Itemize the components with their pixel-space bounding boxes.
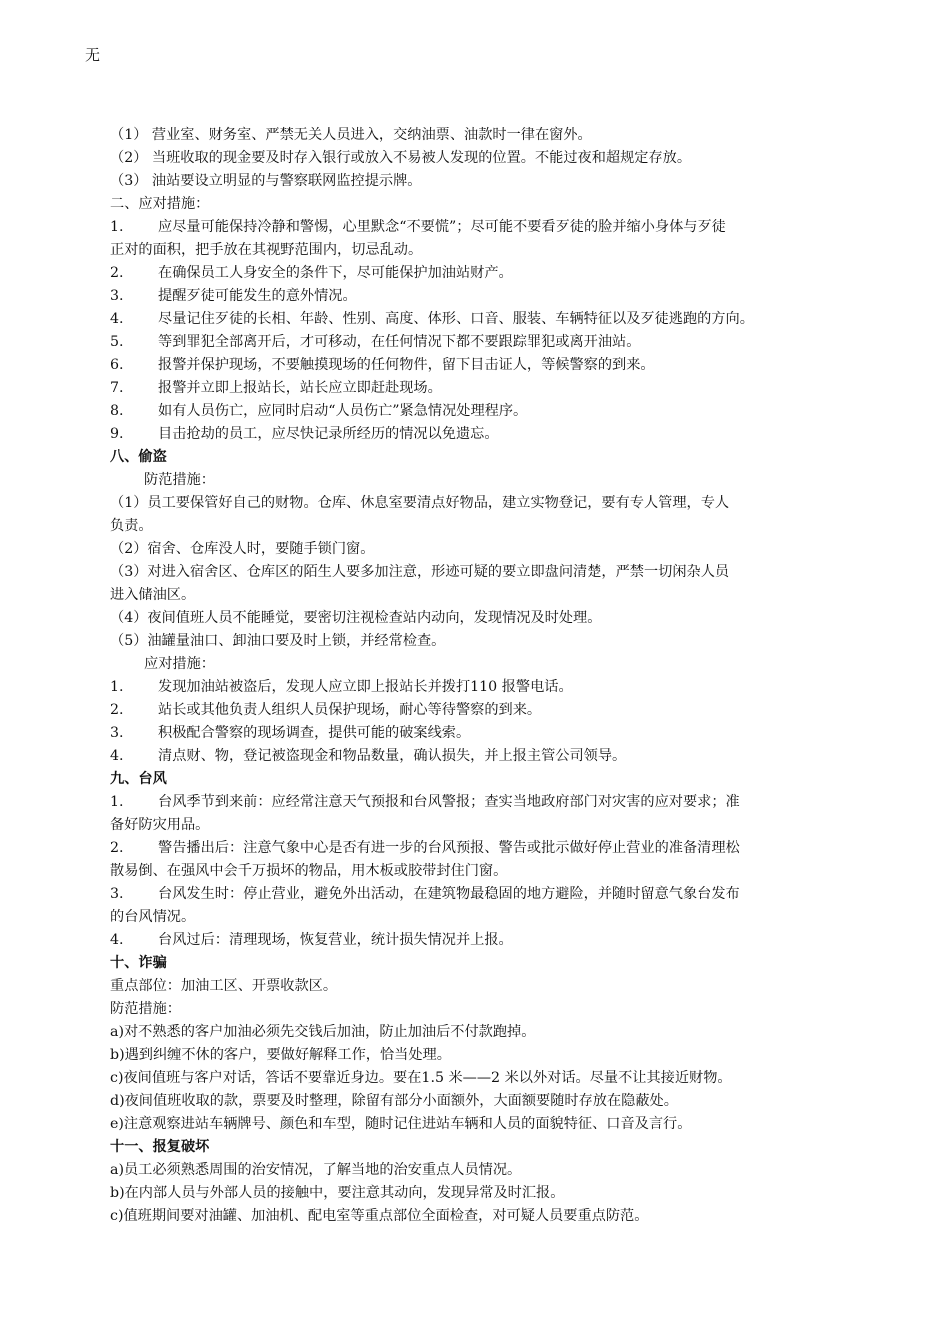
text-line <box>110 883 854 906</box>
line-text: 尽量记住歹徒的长相、年龄、性别、高度、体形、口音、服装、车辆特征以及歹徒逃跑的方向。 <box>158 311 754 327</box>
list-number: 4. <box>110 748 124 764</box>
text-line <box>110 1182 854 1205</box>
list-number: 9. <box>110 426 124 442</box>
line-text: 十、诈骗 <box>110 955 167 971</box>
line-text: 台风季节到来前：应经常注意天气预报和台风警报；查实当地政府部门对灾害的应对要求；准 <box>158 794 740 810</box>
list-number: 1. <box>110 679 124 695</box>
line-text: 等到罪犯全部离开后，才可移动，在任何情况下都不要跟踪罪犯或离开油站。 <box>158 334 641 350</box>
text-line <box>110 515 854 538</box>
text-line <box>110 216 854 239</box>
list-number: 2. <box>110 265 124 281</box>
list-number: 3. <box>110 288 124 304</box>
page-header: 无 <box>85 46 101 64</box>
text-line <box>110 722 854 745</box>
line-text: b)遇到纠缠不休的客户，要做好解释工作，恰当处理。 <box>110 1047 451 1063</box>
list-number: 1. <box>110 219 124 235</box>
line-text: a)对不熟悉的客户加油必须先交钱后加油，防止加油后不付款跑掉。 <box>110 1024 536 1040</box>
text-line <box>110 699 854 722</box>
line-text: a)员工必须熟悉周围的治安情况，了解当地的治安重点人员情况。 <box>110 1162 522 1178</box>
line-text: 重点部位：加油工区、开票收款区。 <box>110 978 338 994</box>
text-line <box>110 147 854 170</box>
line-text: 防范措施： <box>110 1001 181 1017</box>
line-text: 的台风情况。 <box>110 909 196 925</box>
line-text: 进入储油区。 <box>110 587 196 603</box>
line-text: 负责。 <box>110 518 153 534</box>
text-line <box>110 1067 854 1090</box>
text-line <box>110 285 854 308</box>
text-line <box>110 377 854 400</box>
line-text: 在确保员工人身安全的条件下，尽可能保护加油站财产。 <box>158 265 513 281</box>
text-line <box>110 538 854 561</box>
list-number: 3. <box>110 886 124 902</box>
line-text: c)值班期间要对油罐、加油机、配电室等重点部位全面检查，对可疑人员要重点防范。 <box>110 1208 649 1224</box>
text-line <box>110 239 854 262</box>
section-heading <box>110 768 854 791</box>
line-text: （5）油罐量油口、卸油口要及时上锁，并经常检查。 <box>110 633 446 649</box>
text-line <box>110 607 854 630</box>
list-number: 1. <box>110 794 124 810</box>
text-line <box>110 745 854 768</box>
line-text: 目击抢劫的员工，应尽快记录所经历的情况以免遗忘。 <box>158 426 499 442</box>
line-text: （1）员工要保管好自己的财物。仓库、休息室要清点好物品，建立实物登记，要有专人管理，专人 <box>110 495 730 511</box>
line-text: （1） 营业室、财务室、严禁无关人员进入，交纳油票、油款时一律在窗外。 <box>110 127 592 143</box>
line-text: 台风过后：清理现场，恢复营业，统计损失情况并上报。 <box>158 932 513 948</box>
text-line <box>110 561 854 584</box>
text-line <box>110 1090 854 1113</box>
line-text: 报警并保护现场，不要触摸现场的任何物件，留下目击证人，等候警察的到来。 <box>158 357 655 373</box>
text-line <box>110 308 854 331</box>
text-line <box>110 975 854 998</box>
text-line <box>110 676 854 699</box>
line-text: 正对的面积，把手放在其视野范围内，切忌乱动。 <box>110 242 423 258</box>
line-text: 站长或其他负责人组织人员保护现场，耐心等待警察的到来。 <box>158 702 542 718</box>
list-number: 8. <box>110 403 124 419</box>
text-line <box>110 492 854 515</box>
line-text: 九、台风 <box>110 771 167 787</box>
text-line <box>110 1021 854 1044</box>
line-text: 应对措施： <box>144 656 215 672</box>
text-line <box>110 860 854 883</box>
line-text: 发现加油站被盗后，发现人应立即上报站长并拨打110 报警电话。 <box>158 679 573 695</box>
text-line <box>110 1205 854 1228</box>
section-heading <box>110 1136 854 1159</box>
text-line <box>110 469 854 492</box>
line-text: 台风发生时：停止营业，避免外出活动，在建筑物最稳固的地方避险，并随时留意气象台发布 <box>158 886 740 902</box>
text-line <box>110 929 854 952</box>
line-text: d)夜间值班收取的款，票要及时整理，除留有部分小面额外，大面额要随时存放在隐蔽处。 <box>110 1093 678 1109</box>
text-line <box>110 423 854 446</box>
text-line <box>110 791 854 814</box>
line-text: 八、偷盗 <box>110 449 167 465</box>
line-text: 提醒歹徒可能发生的意外情况。 <box>158 288 357 304</box>
line-text: 如有人员伤亡，应同时启动“人员伤亡”紧急情况处理程序。 <box>158 403 528 419</box>
list-number: 2. <box>110 840 124 856</box>
line-text: （2） 当班收取的现金要及时存入银行或放入不易被人发现的位置。不能过夜和超规定存放。 <box>110 150 692 166</box>
text-line <box>110 998 854 1021</box>
text-line <box>110 630 854 653</box>
line-text: c)夜间值班与客户对话，答话不要靠近身边。要在1.5 米——2 米以外对话。尽量不让其接近财物。 <box>110 1070 732 1086</box>
line-text: 防范措施： <box>144 472 215 488</box>
list-number: 2. <box>110 702 124 718</box>
line-text: 警告播出后：注意气象中心是否有进一步的台风预报、警告或批示做好停止营业的准备清理松 <box>158 840 740 856</box>
list-number: 7. <box>110 380 124 396</box>
text-line <box>110 331 854 354</box>
list-number: 4. <box>110 932 124 948</box>
line-text: e)注意观察进站车辆牌号、颜色和车型，随时记住进站车辆和人员的面貌特征、口音及言行。 <box>110 1116 692 1132</box>
line-text: b)在内部人员与外部人员的接触中，要注意其动向，发现异常及时汇报。 <box>110 1185 565 1201</box>
text-line <box>110 1113 854 1136</box>
text-line <box>110 1159 854 1182</box>
list-number: 3. <box>110 725 124 741</box>
document-body <box>110 124 854 1228</box>
text-line <box>110 354 854 377</box>
text-line <box>110 814 854 837</box>
text-line <box>110 170 854 193</box>
text-line <box>110 653 854 676</box>
text-line <box>110 1044 854 1067</box>
line-text: 积极配合警察的现场调查，提供可能的破案线索。 <box>158 725 471 741</box>
text-line <box>110 400 854 423</box>
line-text: （2）宿舍、仓库没人时，要随手锁门窗。 <box>110 541 375 557</box>
text-line <box>110 262 854 285</box>
section-heading <box>110 952 854 975</box>
line-text: 清点财、物，登记被盗现金和物品数量，确认损失，并上报主管公司领导。 <box>158 748 627 764</box>
text-line <box>110 193 854 216</box>
text-line <box>110 837 854 860</box>
line-text: （3）对进入宿舍区、仓库区的陌生人要多加注意，形迹可疑的要立即盘问清楚，严禁一切闲杂人员 <box>110 564 730 580</box>
line-text: 散易倒、在强风中会千万损坏的物品，用木板或胶带封住门窗。 <box>110 863 508 879</box>
list-number: 5. <box>110 334 124 350</box>
line-text: （3） 油站要设立明显的与警察联网监控提示牌。 <box>110 173 422 189</box>
text-line <box>110 584 854 607</box>
line-text: 应尽量可能保持冷静和警惕，心里默念“不要慌”；尽可能不要看歹徒的脸并缩小身体与歹徒 <box>158 219 726 235</box>
line-text: 十一、报复破坏 <box>110 1139 210 1155</box>
line-text: （4）夜间值班人员不能睡觉，要密切注视检查站内动向，发现情况及时处理。 <box>110 610 602 626</box>
text-line <box>110 124 854 147</box>
section-heading <box>110 446 854 469</box>
line-text: 备好防灾用品。 <box>110 817 210 833</box>
list-number: 4. <box>110 311 124 327</box>
list-number: 6. <box>110 357 124 373</box>
text-line <box>110 906 854 929</box>
line-text: 报警并立即上报站长，站长应立即赶赴现场。 <box>158 380 442 396</box>
line-text: 二、应对措施： <box>110 196 210 212</box>
